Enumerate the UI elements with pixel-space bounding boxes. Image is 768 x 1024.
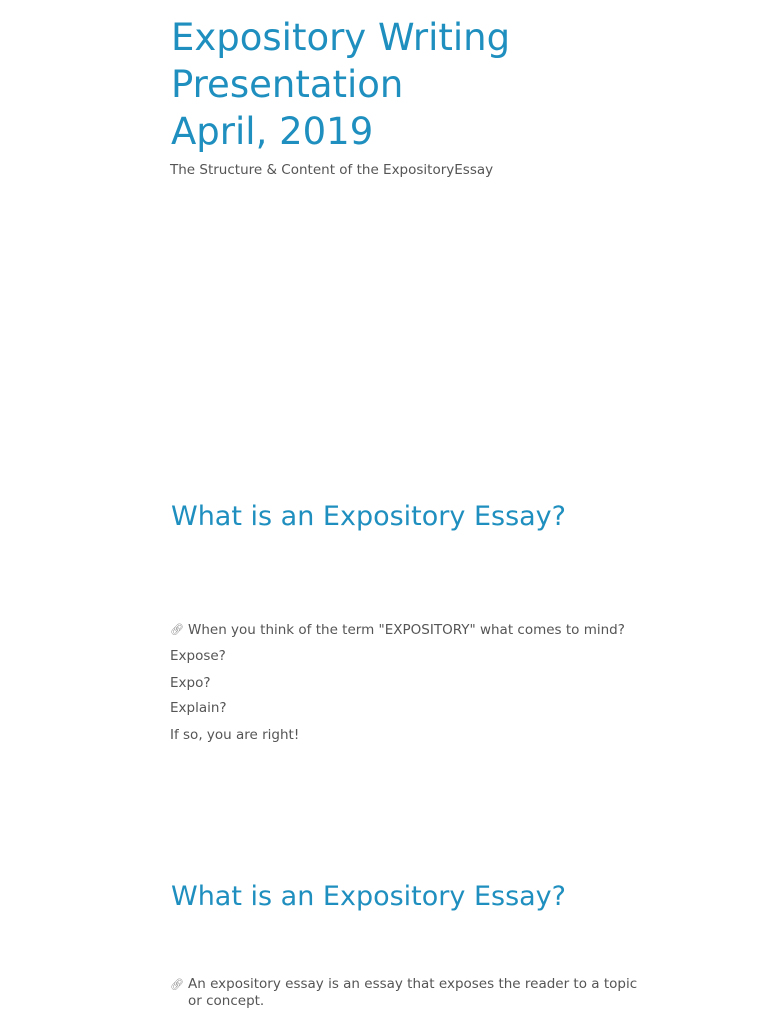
slide-3-bullet [170,976,650,1010]
title-line-2: Presentation [171,63,404,106]
slide-3-heading: What is an Expository Essay? [171,881,566,912]
title-line-1: Expository Writing [171,16,511,59]
slide-3-bullet-text: An expository essay is an essay that exposes the reader to a topic or concept. [188,976,638,1009]
link-icon: 🔗︎ [170,978,184,991]
title-line-3: April, 2019 [171,110,374,153]
presentation-title [171,14,510,155]
presentation-subtitle: The Structure & Content of the ExpositoryEssay [170,162,494,178]
slide-2-line-2: Expo? [170,675,211,691]
slide-2-line-1: Expose? [170,648,226,664]
slide-2-bullet [170,621,625,639]
link-icon: 🔗︎ [170,623,184,636]
slide-2-line-3: Explain? [170,700,227,716]
slide-2-bullet-text: When you think of the term "EXPOSITORY" what comes to mind? [188,622,625,638]
slide-2-line-4: If so, you are right! [170,727,300,743]
slide-2-heading: What is an Expository Essay? [171,501,566,532]
